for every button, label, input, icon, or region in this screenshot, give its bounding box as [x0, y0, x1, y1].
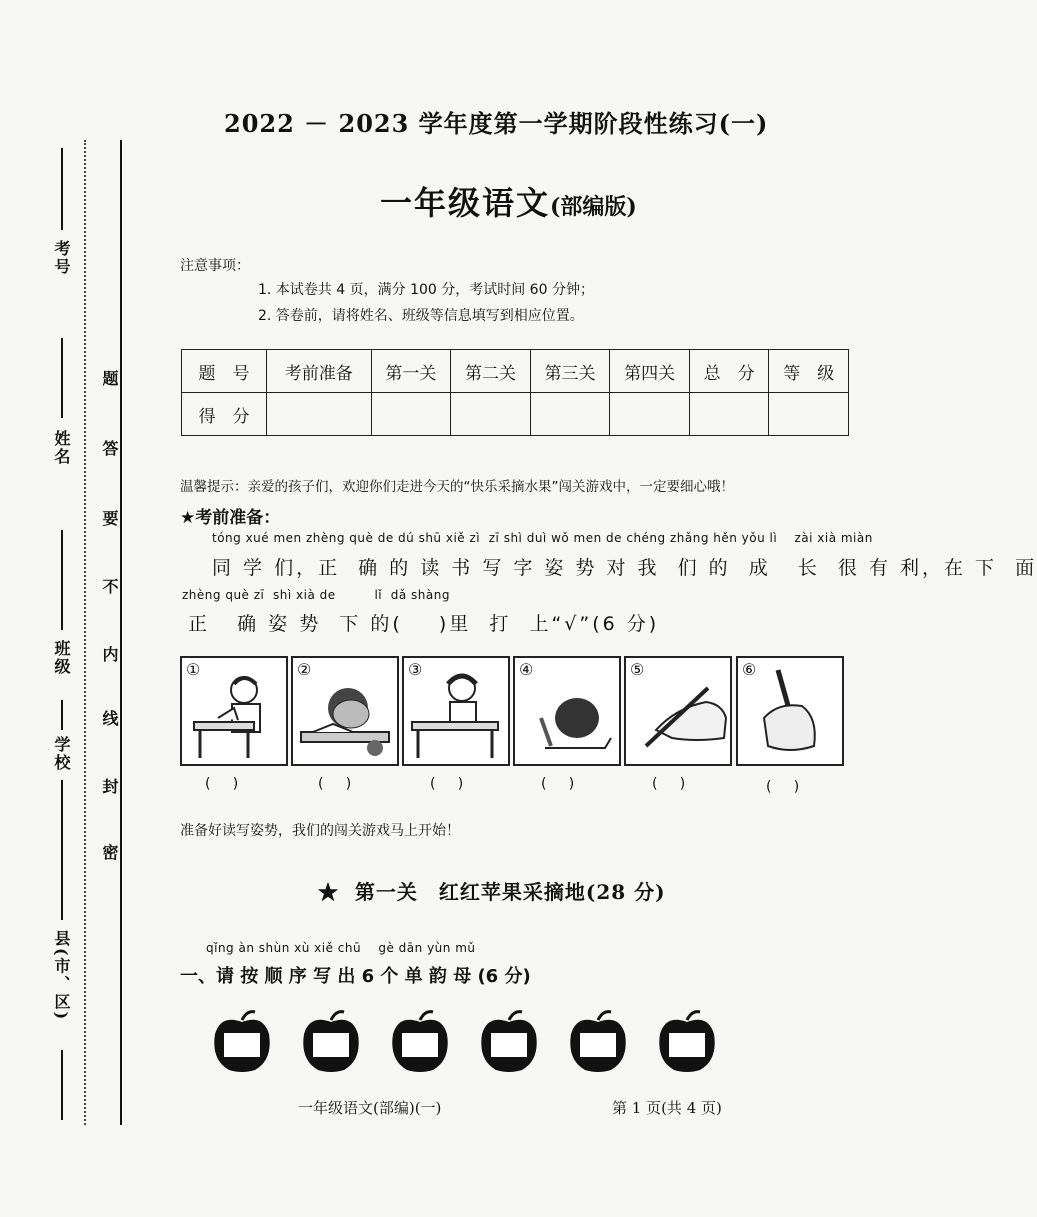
prep-pinyin-2: zhèng què zī shì xià de lǐ dǎ shàng [182, 588, 450, 602]
page-title: 2022 － 2023 学年度第一学期阶段性练习(一) [224, 109, 769, 138]
table-cell: 得 分 [182, 393, 267, 436]
footer-left: 一年级语文(部编)(一) [298, 1099, 442, 1117]
posture-picture-3 [402, 656, 510, 766]
apple-answer-box-3[interactable] [389, 1008, 451, 1074]
sidebar-name-line [61, 338, 63, 418]
table-cell: 总 分 [689, 350, 769, 393]
prep-footer-text: 准备好读写姿势，我们的闯关游戏马上开始！ [180, 823, 460, 839]
score-input-cell[interactable] [451, 393, 531, 436]
posture-picture-5 [624, 656, 732, 766]
level1-heading: ★ 第一关 红红苹果采摘地(28 分) [318, 880, 666, 904]
answer-blank-2[interactable]: ( ) [318, 776, 352, 792]
level1-question: 一、请 按 顺 序 写 出 6 个 单 韵 母 (6 分) [180, 966, 531, 987]
sidebar-exam-no-line [61, 148, 63, 230]
sidebar-school-line [61, 700, 63, 730]
sidebar-exam-no-label: 考号 [52, 240, 71, 276]
answer-blank-5[interactable]: ( ) [652, 776, 686, 792]
seal-char-1: 题 [100, 370, 119, 388]
sidebar-dotted-line [84, 140, 86, 1125]
prep-heading: ★考前准备： [180, 508, 281, 528]
table-cell: 第二关 [451, 350, 531, 393]
answer-blank-4[interactable]: ( ) [541, 776, 575, 792]
table-cell: 第三关 [530, 350, 610, 393]
footer-page-number: 第 1 页(共 4 页) [612, 1099, 722, 1117]
posture-picture-1 [180, 656, 288, 766]
notice-item-2: 2. 答卷前，请将姓名、班级等信息填写到相应位置。 [258, 308, 584, 324]
table-cell: 第一关 [371, 350, 451, 393]
score-input-cell[interactable] [610, 393, 690, 436]
apple-answer-box-1[interactable] [211, 1008, 273, 1074]
seal-char-3: 要 [100, 510, 119, 528]
score-input-cell[interactable] [769, 393, 849, 436]
score-table [181, 349, 849, 436]
table-cell: 第四关 [610, 350, 690, 393]
table-cell: 题 号 [182, 350, 267, 393]
score-input-cell[interactable] [689, 393, 769, 436]
sidebar-county-label: 县(市、区) [52, 930, 71, 1022]
posture-picture-4 [513, 656, 621, 766]
notice-item-1: 1. 本试卷共 4 页，满分 100 分，考试时间 60 分钟； [258, 282, 594, 298]
table-cell: 等 级 [769, 350, 849, 393]
sidebar-name-label: 姓名 [52, 430, 71, 466]
picture-number: ③ [408, 660, 423, 679]
apple-answer-box-2[interactable] [300, 1008, 362, 1074]
tip-text: 温馨提示：亲爱的孩子们，欢迎你们走进今天的“快乐采摘水果”闯关游戏中，一定要细心哦！ [180, 479, 734, 495]
notice-heading: 注意事项： [180, 258, 250, 274]
seal-char-2: 答 [100, 440, 119, 458]
level1-pinyin: qǐng àn shùn xù xiě chū gè dān yùn mǔ [206, 941, 476, 955]
prep-pinyin-1: tóng xué men zhèng què de dú shū xiě zì zī shì duì wǒ men de chéng zhǎng hěn yǒu lì zài xià miàn [212, 531, 873, 545]
seal-char-7: 封 [100, 778, 119, 796]
incorrect-pen-grip-illustration [738, 658, 842, 764]
sidebar-seal-line [120, 140, 122, 1125]
reading-student-illustration [182, 658, 286, 764]
picture-number: ① [186, 660, 201, 679]
sidebar-class-line [61, 530, 63, 630]
subject-heading [380, 178, 637, 224]
subject-edition: (部编版) [550, 194, 637, 220]
posture-picture-2 [291, 656, 399, 766]
picture-number: ⑤ [630, 660, 645, 679]
score-table-header-row [182, 350, 849, 393]
answer-blank-6[interactable]: ( ) [766, 779, 800, 795]
prep-text-1: 同 学 们，正 确 的 读 书 写 字 姿 势 对 我 们 的 成 长 很 有 利，在 下 面 [212, 557, 1037, 579]
seal-char-8: 密 [100, 844, 119, 862]
picture-number: ④ [519, 660, 534, 679]
sidebar-county-line-top [61, 780, 63, 920]
slouching-student-illustration [293, 658, 397, 764]
seal-char-4: 不 [100, 578, 119, 596]
answer-blank-3[interactable]: ( ) [430, 776, 464, 792]
subject-name: 一年级语文 [380, 184, 551, 222]
writing-student-illustration [404, 658, 508, 764]
answer-blank-1[interactable]: ( ) [205, 776, 239, 792]
apple-answer-box-6[interactable] [656, 1008, 718, 1074]
seal-char-5: 内 [100, 646, 119, 664]
posture-picture-6 [736, 656, 844, 766]
sidebar-class-label: 班级 [52, 640, 71, 676]
picture-number: ⑥ [742, 660, 757, 679]
picture-number: ② [297, 660, 312, 679]
apple-answer-box-4[interactable] [478, 1008, 540, 1074]
score-input-cell[interactable] [371, 393, 451, 436]
head-down-student-illustration [515, 658, 619, 764]
table-cell: 考前准备 [267, 350, 372, 393]
score-table-score-row [182, 393, 849, 436]
prep-text-2: 正 确 姿 势 下 的( )里 打 上“√”(6 分) [188, 613, 660, 635]
apple-answer-box-5[interactable] [567, 1008, 629, 1074]
score-input-cell[interactable] [530, 393, 610, 436]
score-input-cell[interactable] [267, 393, 372, 436]
sidebar-school-label: 学校 [52, 736, 71, 772]
correct-pen-grip-illustration [626, 658, 730, 764]
sidebar-county-line-bottom [61, 1050, 63, 1120]
seal-char-6: 线 [100, 710, 119, 728]
